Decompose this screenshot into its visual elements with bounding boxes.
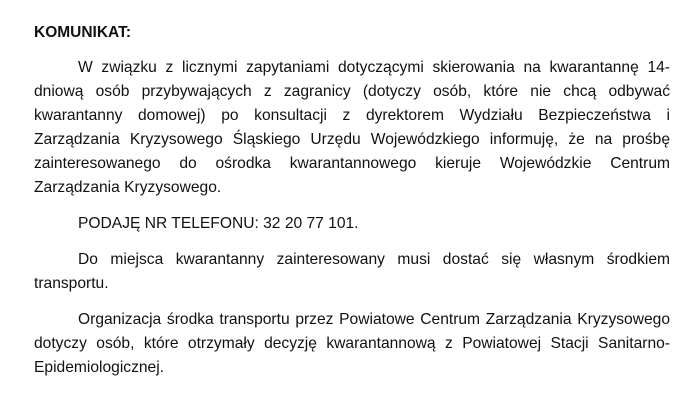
paragraph-quarantine-referral: W związku z licznymi zapytaniami dotyczącymi skierowania na kwarantannę 14-dniową osób przybywających z zagranicy (dotyczy osób, które nie chcą odbywać kwarantanny domowej) po konsultacji z dyrektorem Wydziału Bezpieczeństwa i Zarządzania Kryzysowego Śląskiego Urzędu Wojewódzkiego informuję, że na prośbę zainteresowanego do ośrodka kwarantannowego kieruje Wojewódzkie Centrum Zarządzania Kryzysowego. bbox=[34, 59, 670, 196]
document-title: KOMUNIKAT: bbox=[34, 24, 132, 41]
paragraph-phone-number: PODAJĘ NR TELEFONU: 32 20 77 101. bbox=[78, 215, 359, 232]
paragraph-own-transport: Do miejsca kwarantanny zainteresowany musi dostać się własnym środkiem transportu. bbox=[34, 251, 670, 292]
paragraph-transport-organization: Organizacja środka transportu przez Powiatowe Centrum Zarządzania Kryzysowego dotyczy osób, które otrzymały decyzję kwarantannową z Powiatowej Stacji Sanitarno-Epidemiologicznej. bbox=[34, 311, 670, 376]
